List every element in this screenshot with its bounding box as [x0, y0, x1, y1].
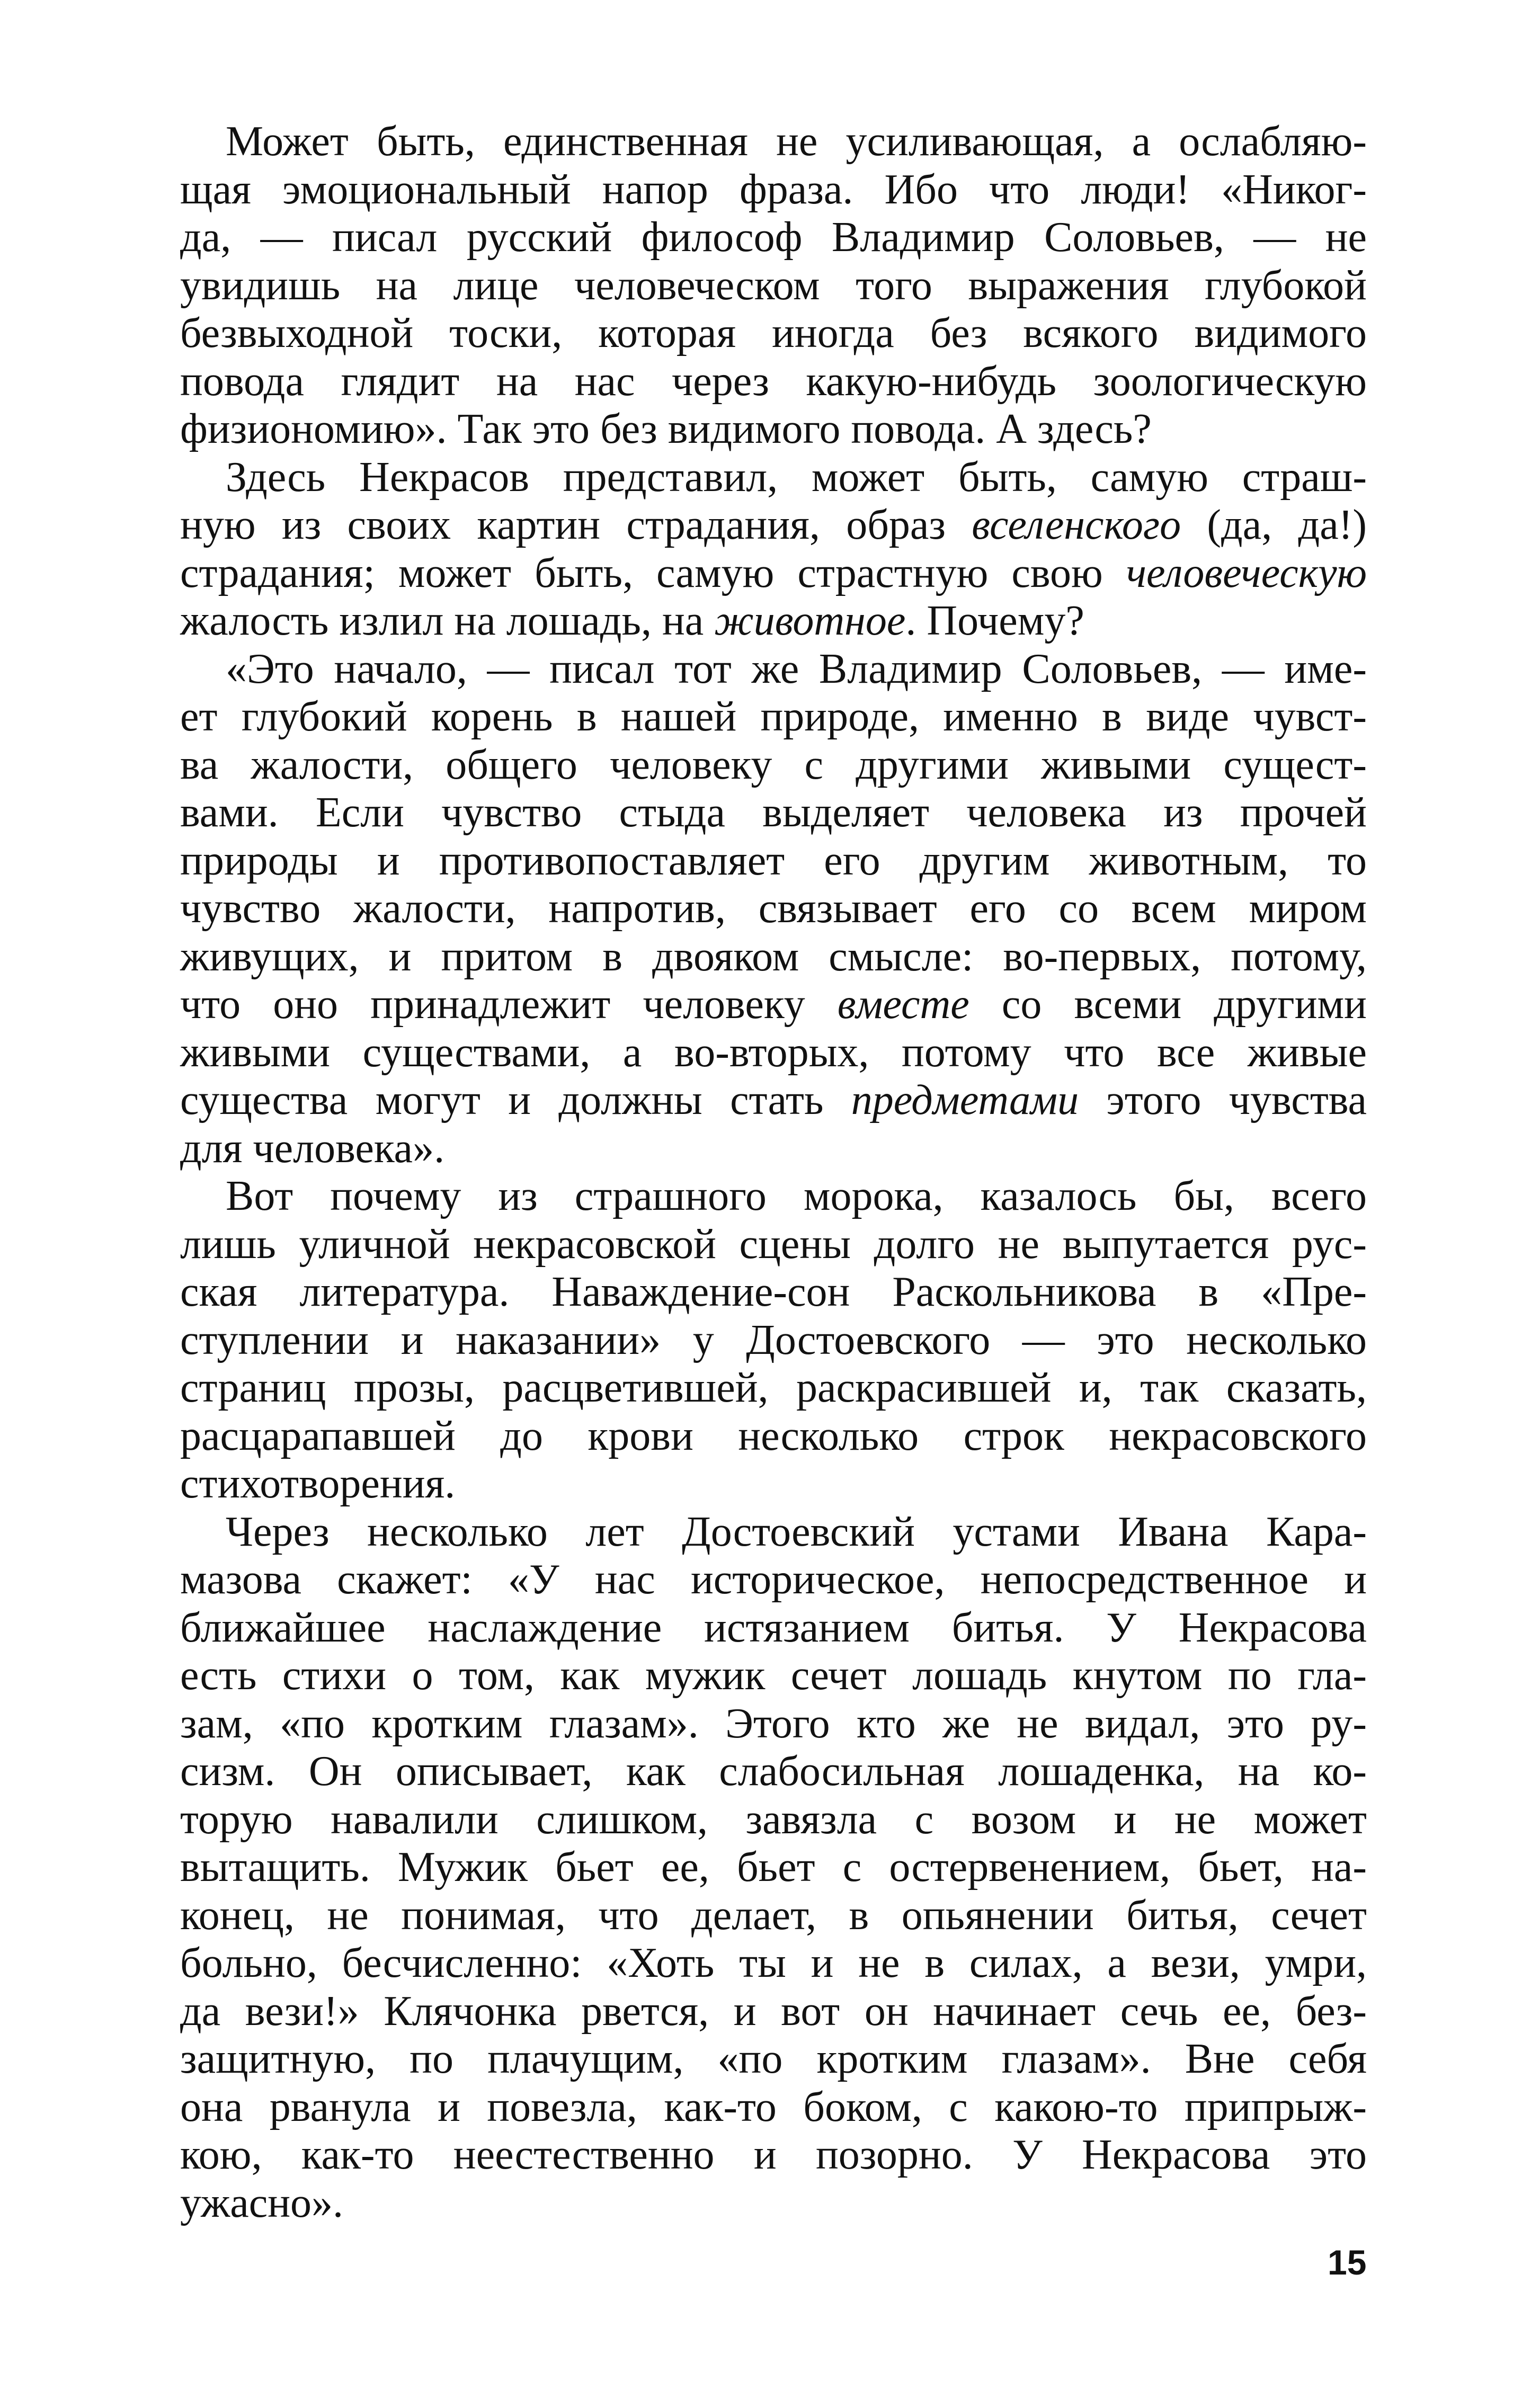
text-line [180, 1843, 1367, 1892]
text-segment: она рванула и повезла, как-то боком, с какою-то припрыж- [180, 2083, 1367, 2130]
text-segment: мазова скажет: «У нас историческое, непосредственное и [180, 1556, 1367, 1603]
text-segment: (да, да!) [1181, 502, 1367, 548]
text-segment: кою, как-то неестественно и позорно. У Некрасова это [180, 2131, 1367, 2178]
text-segment: Может быть, единственная не усиливающая, а ослабляю- [226, 118, 1367, 165]
text-segment: зам, «по кротким глазам». Этого кто же не видал, это ру- [180, 1700, 1367, 1747]
text-segment: вами. Если чувство стыда выделяет человека из прочей [180, 789, 1367, 836]
text-line [180, 358, 1367, 406]
text-line [180, 645, 1367, 693]
text-segment: больно, бесчисленно: «Хоть ты и не в силах, а вези, умри, [180, 1940, 1367, 1986]
text-segment: живущих, и притом в двояком смысле: во-первых, потому, [180, 933, 1367, 980]
text-segment: увидишь на лице человеческом того выражения глубокой [180, 262, 1367, 309]
text-line [180, 1316, 1367, 1364]
text-segment: ская литература. Наваждение-сон Раскольникова в «Пре- [180, 1269, 1367, 1315]
text-segment: ужасно». [180, 2179, 344, 2226]
text-line [180, 1412, 1367, 1460]
text-line [180, 262, 1367, 310]
text-line [180, 980, 1367, 1029]
italic-text: вселенского [972, 502, 1181, 548]
text-segment: природы и противопоставляет его другим животным, то [180, 837, 1367, 884]
text-segment: ет глубокий корень в нашей природе, именно в виде чувст- [180, 693, 1367, 740]
page-number: 15 [1328, 2243, 1367, 2282]
text-line [180, 213, 1367, 262]
text-segment: расцарапавшей до крови несколько строк некрасовского [180, 1412, 1367, 1459]
body-text [180, 118, 1367, 2227]
text-line [180, 1508, 1367, 1556]
text-line [180, 2131, 1367, 2179]
text-segment: существа могут и должны стать [180, 1077, 851, 1123]
text-segment: что оно принадлежит человеку [180, 981, 838, 1028]
paragraph [180, 645, 1367, 1173]
text-segment: конец, не понимая, что делает, в опьянении битья, сечет [180, 1892, 1367, 1939]
text-segment: ступлении и наказании» у Достоевского — это несколько [180, 1316, 1367, 1363]
text-segment: страниц прозы, расцветившей, раскрасившей и, так сказать, [180, 1364, 1367, 1411]
text-line [180, 1364, 1367, 1412]
text-line [180, 1747, 1367, 1796]
text-line [180, 1125, 1367, 1173]
italic-text: животное [714, 597, 906, 644]
text-line [180, 309, 1367, 358]
text-line [180, 453, 1367, 502]
text-segment: да вези!» Клячонка рвется, и вот он начинает сечь ее, без- [180, 1987, 1367, 2035]
paragraph [180, 1172, 1367, 1508]
text-segment: физиономию». Так это без видимого повода. А здесь? [180, 406, 1152, 452]
text-segment: да, — писал русский философ Владимир Соловьев, — не [180, 214, 1367, 261]
text-line [180, 1939, 1367, 1987]
text-line [180, 1796, 1367, 1844]
text-line [180, 1987, 1367, 2036]
text-line [180, 1604, 1367, 1652]
text-segment: для человека». [180, 1125, 445, 1172]
text-line [180, 597, 1367, 645]
text-segment: ближайшее наслаждение истязанием битья. У Некрасова [180, 1604, 1367, 1651]
text-line [180, 741, 1367, 789]
text-line [180, 885, 1367, 933]
text-segment: повода глядит на нас через какую-нибудь зоологическую [180, 358, 1367, 405]
text-line [180, 549, 1367, 597]
text-segment: «Это начало, — писал тот же Владимир Соловьев, — име- [226, 645, 1367, 692]
italic-text: вместе [837, 981, 969, 1028]
text-line [180, 118, 1367, 166]
text-segment: сизм. Он описывает, как слабосильная лошаденка, на ко- [180, 1748, 1367, 1795]
text-line [180, 933, 1367, 981]
text-segment: ва жалости, общего человеку с другими живыми сущест- [180, 741, 1367, 788]
text-line [180, 1556, 1367, 1604]
text-segment: Через несколько лет Достоевский устами Ивана Кара- [226, 1508, 1367, 1555]
italic-text: человеческую [1126, 549, 1367, 596]
text-line [180, 2083, 1367, 2131]
text-segment: Здесь Некрасов представил, может быть, самую страш- [226, 453, 1367, 501]
text-segment: безвыходной тоски, которая иногда без всякого видимого [180, 310, 1367, 356]
text-line [180, 1172, 1367, 1220]
text-line [180, 1268, 1367, 1316]
text-line [180, 1076, 1367, 1125]
text-line [180, 837, 1367, 885]
text-segment: торую навалили слишком, завязла с возом и не может [180, 1796, 1367, 1843]
text-line [180, 693, 1367, 741]
paragraph [180, 453, 1367, 645]
text-segment: чувство жалости, напротив, связывает его со всем миром [180, 885, 1367, 932]
text-line [180, 1652, 1367, 1700]
text-segment: лишь уличной некрасовской сцены долго не выпутается рус- [180, 1220, 1367, 1268]
text-line [180, 789, 1367, 837]
text-segment: защитную, по плачущим, «по кротким глазам». Вне себя [180, 2036, 1367, 2082]
text-segment: . Почему? [905, 597, 1084, 644]
text-line [180, 1220, 1367, 1269]
text-line [180, 1029, 1367, 1077]
text-line [180, 405, 1367, 453]
text-segment: вытащить. Мужик бьет ее, бьет с остервенением, бьет, на- [180, 1844, 1367, 1890]
text-line [180, 166, 1367, 214]
text-segment: стихотворения. [180, 1460, 456, 1507]
text-segment: жалость излил на лошадь, на [180, 597, 715, 644]
text-segment: живыми существами, а во-вторых, потому что все живые [180, 1029, 1367, 1076]
text-line [180, 1700, 1367, 1748]
text-segment: страдания; может быть, самую страстную свою [180, 549, 1126, 596]
paragraph [180, 118, 1367, 453]
paragraph [180, 1508, 1367, 2227]
text-segment: со всеми другими [969, 981, 1367, 1028]
text-line [180, 501, 1367, 549]
text-line [180, 1892, 1367, 1940]
text-segment: этого чувства [1079, 1077, 1367, 1123]
italic-text: предметами [851, 1077, 1079, 1123]
text-line [180, 1460, 1367, 1508]
text-line [180, 2179, 1367, 2227]
text-segment: есть стихи о том, как мужик сечет лошадь кнутом по гла- [180, 1652, 1367, 1699]
text-segment: щая эмоциональный напор фраза. Ибо что люди! «Никог- [180, 166, 1367, 213]
text-segment: Вот почему из страшного морока, казалось бы, всего [226, 1173, 1367, 1219]
text-segment: ную из своих картин страдания, образ [180, 502, 972, 548]
text-line [180, 2035, 1367, 2083]
